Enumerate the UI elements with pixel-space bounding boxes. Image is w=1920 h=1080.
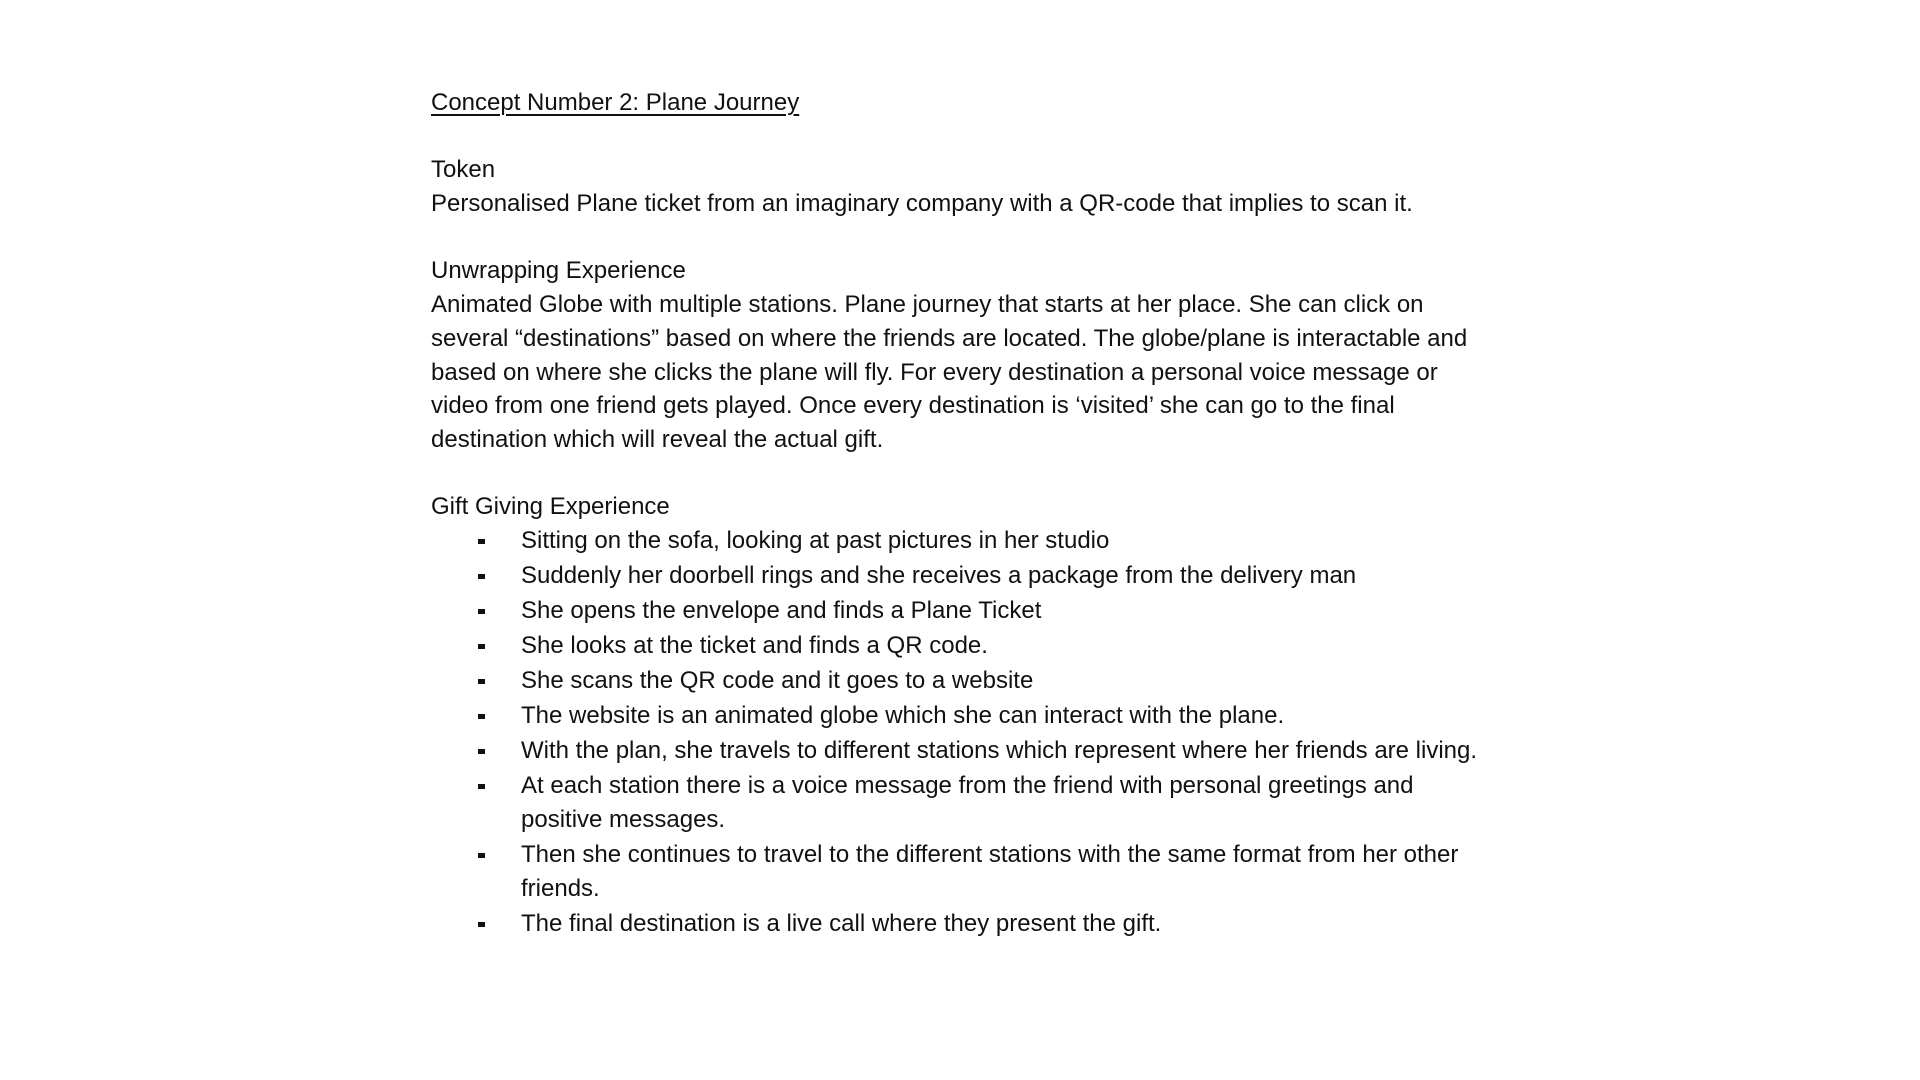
bullet-icon — [478, 784, 485, 789]
bullet-icon — [478, 714, 485, 719]
list-item-text: The website is an animated globe which she can interact with the plane. — [521, 702, 1285, 730]
bullet-icon — [478, 853, 485, 858]
list-item — [431, 664, 1481, 698]
list-item-text: Suddenly her doorbell rings and she receives a package from the delivery man — [521, 562, 1357, 590]
list-item-text: She opens the envelope and finds a Plane Ticket — [521, 597, 1042, 625]
bullet-icon — [478, 539, 485, 544]
list-item — [431, 769, 1481, 836]
list-item — [431, 524, 1481, 558]
bullet-icon — [478, 609, 485, 614]
list-item-text: The final destination is a live call where they present the gift. — [521, 909, 1162, 937]
bullet-icon — [478, 749, 485, 754]
list-item-text: With the plan, she travels to different stations which represent where her friends are living. — [521, 737, 1478, 765]
document-page — [431, 86, 1481, 942]
token-text: Personalised Plane ticket from an imaginary company with a QR-code that implies to scan it. — [431, 190, 1413, 218]
list-item-text: Sitting on the sofa, looking at past pictures in her studio — [521, 527, 1110, 555]
unwrapping-heading: Unwrapping Experience — [431, 257, 686, 285]
list-item — [431, 734, 1481, 768]
document-title: Concept Number 2: Plane Journey — [431, 89, 800, 116]
bullet-icon — [478, 574, 485, 579]
bullet-icon — [478, 679, 485, 684]
token-heading: Token — [431, 156, 496, 184]
list-item — [431, 838, 1481, 905]
list-item — [431, 629, 1481, 663]
list-item — [431, 594, 1481, 628]
list-item-text: She looks at the ticket and finds a QR code. — [521, 632, 988, 660]
list-item-text: Then she continues to travel to the different stations with the same format from her other friends. — [521, 840, 1459, 902]
list-item-text: She scans the QR code and it goes to a website — [521, 667, 1034, 695]
bullet-icon — [478, 922, 485, 927]
gift-giving-list — [431, 524, 1481, 940]
bullet-icon — [478, 644, 485, 649]
gift-giving-heading: Gift Giving Experience — [431, 493, 670, 521]
list-item — [431, 907, 1481, 941]
unwrapping-text: Animated Globe with multiple stations. Plane journey that starts at her place. She can click on several “destinations” based on where the friends are located. The globe/plane is interactable and based on where she clicks the plane will fly. For every destination a personal voice message or video from one friend gets played. Once every destination is ‘visited’ she can go to the final destination which will reveal the actual gift. — [431, 291, 1468, 453]
list-item-text: At each station there is a voice message from the friend with personal greetings and positive messages. — [521, 772, 1414, 833]
list-item — [431, 699, 1481, 733]
list-item — [431, 559, 1481, 593]
